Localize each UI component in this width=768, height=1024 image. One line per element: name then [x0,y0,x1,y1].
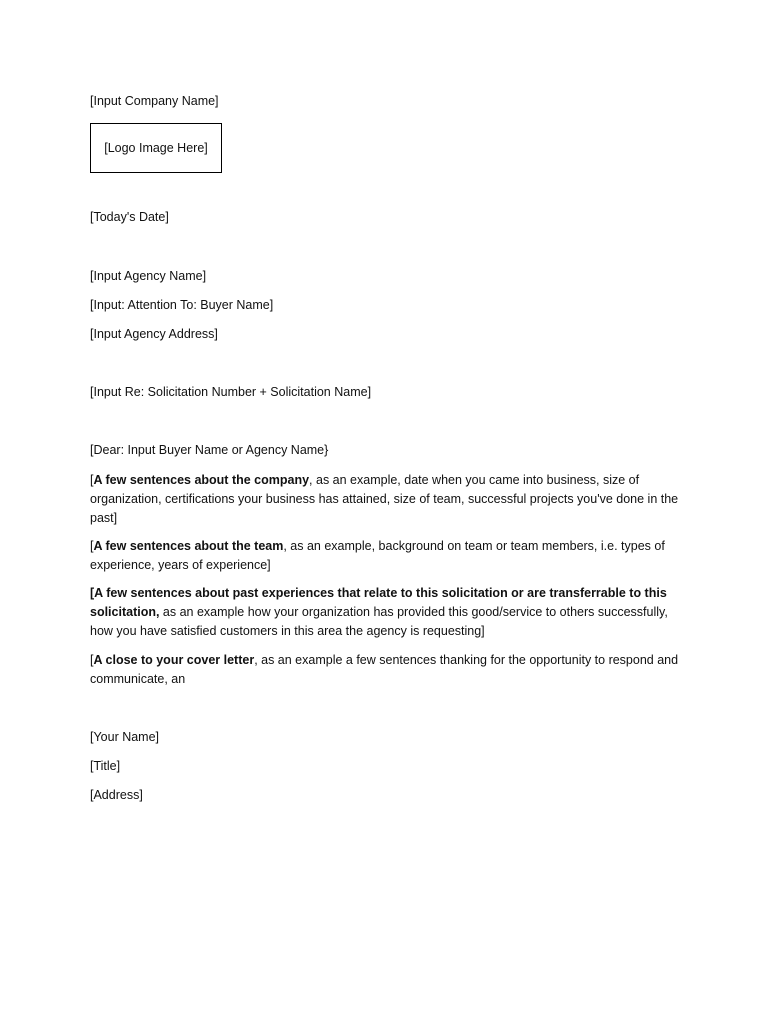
closing-paragraph [90,651,680,689]
agency-name: [Input Agency Name] [90,269,207,283]
paragraph-rest: , as an example, background on team or team members, i.e. types of experience, years of experience] [90,539,665,572]
paragraph-open: [ [90,653,94,667]
logo-placeholder-box [90,123,222,173]
experience-paragraph [90,584,680,641]
paragraph-open: [ [90,473,94,487]
company-name: [Input Company Name] [90,94,219,108]
company-paragraph [90,471,680,528]
paragraph-bold: [A few sentences about past experiences that relate to this solicitation or are transferrable to this solicitation, [90,586,667,619]
logo-placeholder-text: [Logo Image Here] [104,140,208,155]
agency-address: [Input Agency Address] [90,327,218,341]
paragraph-bold: A few sentences about the company [93,473,310,487]
salutation: [Dear: Input Buyer Name or Agency Name} [90,443,329,457]
paragraph-rest: , as an example, date when you came into business, size of organization, certifications your business has attained, size of team, successful projects you've done in the past] [90,473,679,525]
your-name: [Your Name] [90,730,160,744]
paragraph-rest: as an example how your organization has provided this good/service to others successfully, how you have satisfied customers in this area the agency is requesting] [90,605,668,638]
team-paragraph [90,537,680,575]
re-line: [Input Re: Solicitation Number + Solicitation Name] [90,385,372,399]
date-line: [Today's Date] [90,210,169,224]
attention-line: [Input: Attention To: Buyer Name] [90,298,274,312]
paragraph-bold: A few sentences about the team [93,539,284,553]
paragraph-open: [ [90,539,94,553]
signer-address: [Address] [90,788,143,802]
paragraph-bold: A close to your cover letter [93,653,255,667]
signer-title: [Title] [90,759,121,773]
paragraph-rest: , as an example a few sentences thanking for the opportunity to respond and communicate, an [90,653,679,686]
